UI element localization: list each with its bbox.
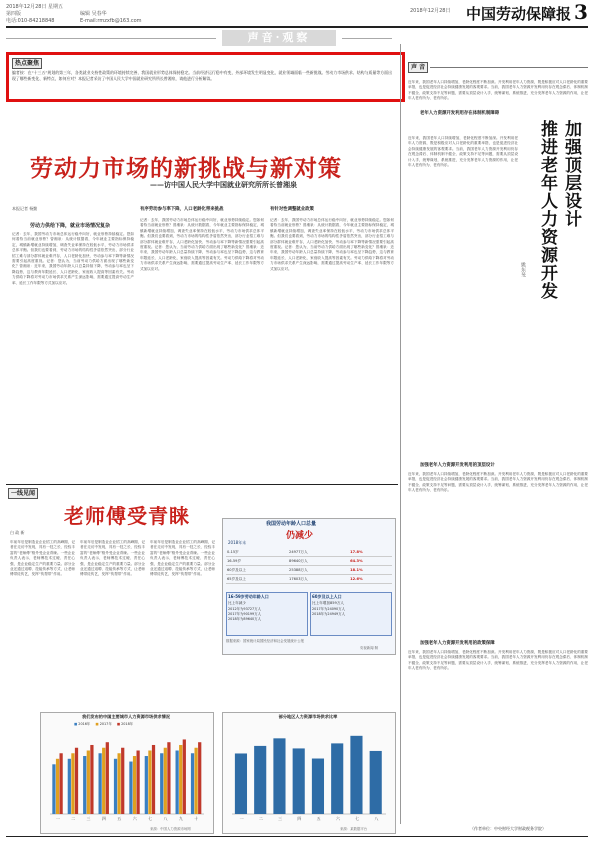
masthead-email: E-mail:rmzxfb@163.com [80,18,142,24]
bar [71,753,74,814]
row-share: 17.8% [349,548,392,557]
masthead-edition: 第四版 [6,11,22,17]
x-tick-label: 七 [355,816,360,821]
banner-line-right [342,38,392,39]
bar [148,750,151,814]
bar [176,750,179,814]
bar [235,753,247,814]
bottom-story-col-2: 年前年后是制造业企业招工的高峰期，记者在走访中发现，具有一技之长、经验丰富的“老师傅”格外受企业青睐。一些企业负责人表示，老师傅技术过硬、责任心强，是企业稳定生产的重要力量。部分企业还通过返聘、技能传承等方式，让老师傅带徒传艺，发挥“传帮带”作用。 [80,540,145,577]
masthead-editor: 编辑 吴春华 [80,11,107,17]
bar [83,756,86,814]
left-box-headline: 16-59岁劳动年龄人口 [228,594,269,599]
x-tick-label: 三 [278,816,283,821]
bar [183,739,186,814]
left-box-line: 2012年为93727万人 [228,607,261,611]
main-byline: 本报记者 杨勤 [12,206,38,211]
bar [273,738,285,814]
table-row [226,566,392,575]
right-body-c: 近年来，我国老年人口持续增加，老龄化程度不断加深。开发利用老年人力资源，既是积极应对人口老龄化的重要举措，也是促进经济社会持续健康发展的客观要求。当前，我国老年人力资源开发利用仍存在观念滞后、体制机制不健全、政策支持不足等问题，需要从顶层设计入手，统筹谋划，系统推进，充分发挥老年人力资源的作用，让老年人老有所为、老有所乐。 [408,650,588,671]
bottom-story-col-3: 年前年后是制造业企业招工的高峰期，记者在走访中发现，具有一技之长、经验丰富的“老师傅”格外受企业青睐。一些企业负责人表示，老师傅技术过硬、责任心强，是企业稳定生产的重要力量。部分企业还通过返聘、技能传承等方式，让老师傅带徒传艺，发挥“传帮带”作用。 [150,540,215,577]
right-box-line: 2017年为24090万人 [312,607,345,611]
x-tick-label: 五 [117,816,122,821]
masthead-date-right: 2018年12月28日 [410,8,451,14]
row-share: 64.3% [349,557,392,566]
sub-section-rule [430,67,588,68]
masthead-date: 2018年12月28日 星期五 [6,4,64,10]
chart-right-credit: 来源：某数据平台 [340,827,368,831]
vertical-headline-1: 加强顶层设计 [561,120,581,228]
mid-col-subhead: 有序劳动参与率下降，人口老龄化带来挑战 [140,207,224,212]
x-tick-label: 四 [297,816,302,821]
row-share: 12.6% [349,575,392,584]
bar [164,748,167,814]
bar [198,742,201,814]
banner-line-left [6,38,216,39]
left-box-line: 2018年为89640万人 [228,617,261,621]
table-row [226,548,392,557]
x-tick-label: 九 [178,816,183,821]
chart-right [226,724,390,824]
row-label: 65岁及以上 [226,575,288,584]
left-box-line: 2017年为90199万人 [228,612,261,616]
right-body-top: 近年来，我国老年人口持续增加，老龄化程度不断加深。开发利用老年人力资源，既是积极应对人口老龄化的重要举措，也是促进经济社会持续健康发展的客观要求。当前，我国老年人力资源开发利用仍存在观念滞后、体制机制不健全、政策支持不足等问题，需要从顶层设计入手，统筹谋划，系统推进，充分发挥老年人力资源的作用，让老年人老有所为、老有所乐。 [408,80,588,101]
right-subhead-3: 加强老年人力资源开发利用的政策保障 [420,641,495,646]
right-col-subhead: 有针对性调整就业政策 [270,207,314,212]
row-value: 17603万人 [288,575,349,584]
bar [160,753,163,814]
bar [87,750,90,814]
legend-2017: 2017年 [99,722,112,726]
row-value: 24977万人 [288,548,349,557]
right-box-line: 2018年为24949万人 [312,612,345,616]
bottom-story-headline: 老师傅受青睐 [64,504,190,528]
row-label: 60岁及以上 [226,566,288,575]
chart-left [44,728,208,824]
bar [331,743,343,814]
right-body-b: 近年来，我国老年人口持续增加，老龄化程度不断加深。开发利用老年人力资源，既是积极应对人口老龄化的重要举措，也是促进经济社会持续健康发展的客观要求。当前，我国老年人力资源开发利用仍存在观念滞后、体制机制不健全、政策支持不足等问题，需要从顶层设计入手，统筹谋划，系统推进，充分发挥老年人力资源的作用，让老年人老有所为、老有所乐。 [408,472,588,493]
left-col-subhead: 劳动力供给下降，就业市场情况复杂 [30,223,111,229]
bar [191,753,194,814]
main-body-col-3: 记者：去年，我国劳动力市场总体运行稳中向好，就业形势持续稳定。您如何看待当前就业形势？曾湘泉：从统计数据看，今年就业主要指标保持稳定，城镇新增就业持续增加，调查失业率保持在较低水平，劳动力市场供求总体平衡。但我们也要看到，劳动力市场的结构性矛盾依然突出，部分行业招工难与部分群体就业难并存，人口老龄化加快、劳动参与率下降等新情况需要引起高度重视。记者：您认为，当前劳动力供给方面出现了哪些新变化？曾湘泉：近年来，我国劳动年龄人口总量持续下降，劳动参与率也呈下降趋势，这与教育年限延长、人口老龄化、家庭收入提高等因素有关。劳动力供给下降将对劳动力市场供求关系产生深远影响，需要通过提高劳动生产率、延长工作年限等方式加以应对。 [270,218,394,271]
bar [152,745,155,814]
right-subhead-2: 加强老年人力资源开发利用的顶层设计 [420,463,495,468]
table-row [226,557,392,566]
infographic-table [226,548,392,584]
x-tick-label: 四 [101,816,106,821]
x-tick-label: 五 [316,816,321,821]
x-tick-label: 一 [55,816,60,821]
section-banner: 声音·观察 [222,30,336,46]
masthead-phone: 电话:010-84218848 [6,18,55,24]
main-headline: 劳动力市场的新挑战与新对策 [30,155,342,182]
infographic-right-box [310,592,392,636]
bottom-story-byline: 白 政 新 [10,530,25,535]
infographic-source: 数据来源：国家统计局国民经济和社会发展统计公报 [226,639,304,643]
bar [195,748,198,814]
chart-left-credit: 来源：中国人力资源市场网 [150,827,191,831]
bar [114,759,117,814]
infographic-left-box [226,592,308,636]
bar [254,746,266,814]
row-label: 0-15岁 [226,548,288,557]
row-share: 18.1% [349,566,392,575]
editor-note-tag: 热点聚焦 [12,58,42,69]
x-tick-label: 十 [194,816,199,821]
x-tick-label: 二 [258,816,263,821]
bar [56,759,59,814]
right-footer: （作者单位：中央财经大学财政税务学院） [470,826,546,831]
legend-2016: 2016年 [78,722,91,726]
row-value: 89640万人 [288,557,349,566]
bar [136,750,139,814]
x-tick-label: 八 [374,816,379,821]
bar [90,745,93,814]
infographic-title: 我国劳动年龄人口总量 [266,521,317,527]
main-subheadline: ——访中国人民大学中国就业研究所所长曾湘泉 [150,180,297,189]
bar [121,748,124,814]
row-value: 25388万人 [288,566,349,575]
table-row [226,575,392,584]
editor-note-text: 编者按：在“十三五”规划的第三年，各类就业支持性政策的环境持续完善，我国就业形势总体保持稳定。当前经济运行稳中有变，外部环境发生明显变化，就业领域面临一些新挑战。劳动力市场供求、结构与质量等方面出现了哪些新变化、新特点，如何应对？本报记者采访了中国人民大学中国就业研究所所长曾湘泉，请他进行分析解读。 [12,70,392,81]
x-tick-label: 三 [86,816,91,821]
x-tick-label: 二 [71,816,76,821]
bar [99,753,102,814]
column-divider [400,44,401,824]
bar [68,759,71,814]
right-body-a: 近年来，我国老年人口持续增加，老龄化程度不断加深。开发利用老年人力资源，既是积极应对人口老龄化的重要举措，也是促进经济社会持续健康发展的客观要求。当前，我国老年人力资源开发利用仍存在观念滞后、体制机制不健全、政策支持不足等问题，需要从顶层设计入手，统筹谋划，系统推进，充分发挥老年人力资源的作用，让老年人老有所为、老有所乐。 [408,136,518,168]
bar [59,753,62,814]
vertical-headline-2: 推进老年人力资源开发 [537,120,557,300]
x-tick-label: 一 [239,816,244,821]
bottom-story-rule [6,484,398,485]
bottom-story-col-1: 年前年后是制造业企业招工的高峰期，记者在走访中发现，具有一技之长、经验丰富的“老师傅”格外受企业青睐。一些企业负责人表示，老师傅技术过硬、责任心强，是企业稳定生产的重要力量。部分企业还通过返聘、技能传承等方式，让老师傅带徒传艺，发挥“传帮带”作用。 [10,540,75,577]
x-tick-label: 六 [335,816,340,821]
chart-right-title: 部分地区人力资源市场供求比率 [278,714,338,719]
bar [102,748,105,814]
bar [106,742,109,814]
main-body-col-2: 记者：去年，我国劳动力市场总体运行稳中向好，就业形势持续稳定。您如何看待当前就业形势？曾湘泉：从统计数据看，今年就业主要指标保持稳定，城镇新增就业持续增加，调查失业率保持在较低水平，劳动力市场供求总体平衡。但我们也要看到，劳动力市场的结构性矛盾依然突出，部分行业招工难与部分群体就业难并存，人口老龄化加快、劳动参与率下降等新情况需要引起高度重视。记者：您认为，当前劳动力供给方面出现了哪些新变化？曾湘泉：近年来，我国劳动年龄人口总量持续下降，劳动参与率也呈下降趋势，这与教育年限延长、人口老龄化、家庭收入提高等因素有关。劳动力供给下降将对劳动力市场供求关系产生深远影响，需要通过提高劳动生产率、延长工作年限等方式加以应对。 [140,218,264,271]
footer-rule [6,836,588,837]
bar [350,736,362,814]
infographic-year: 2018年末 [228,540,247,545]
bar [75,748,78,814]
bar [167,742,170,814]
right-author: 姚东旻 [520,262,526,277]
x-tick-label: 六 [132,816,137,821]
right-subhead-1: 老年人力资源开发利用存在体制机制障碍 [420,111,500,116]
bar [133,756,136,814]
right-box-headline: 60岁及以上人口 [312,594,342,599]
infographic-credit: 央视新闻 制 [360,646,379,650]
main-body-col-1: 记者：去年，我国劳动力市场总体运行稳中向好，就业形势持续稳定。您如何看待当前就业形势？曾湘泉：从统计数据看，今年就业主要指标保持稳定，城镇新增就业持续增加，调查失业率保持在较低水平，劳动力市场供求总体平衡。但我们也要看到，劳动力市场的结构性矛盾依然突出，部分行业招工难与部分群体就业难并存，人口老龄化加快、劳动参与率下降等新情况需要引起高度重视。记者：您认为，当前劳动力供给方面出现了哪些新变化？曾湘泉：近年来，我国劳动年龄人口总量持续下降，劳动参与率也呈下降趋势，这与教育年限延长、人口老龄化、家庭收入提高等因素有关。劳动力供给下降将对劳动力市场供求关系产生深远影响，需要通过提高劳动生产率、延长工作年限等方式加以应对。 [12,232,134,285]
bar [129,762,132,814]
x-tick-label: 八 [163,816,168,821]
bar [293,748,305,814]
left-box-sub: 比上年减少 [228,601,246,605]
paper-name: 中国劳动保障报 [466,5,572,23]
chart-left-legend: ■ 2016年 ■ 2017年 ■ 2018年 [74,722,134,726]
legend-2018: 2018年 [121,722,134,726]
bar [118,753,121,814]
bar [370,751,382,814]
masthead-rule [6,26,588,28]
right-box-sub: 比上年增加859万人 [312,601,345,605]
bar [52,764,55,814]
row-label: 16-59岁 [226,557,288,566]
page-number: 3 [574,0,588,24]
bar [145,756,148,814]
bar [312,759,324,814]
x-tick-label: 七 [148,816,153,821]
chart-left-title: 我们发布的中国主要城市人力资源市场供求情况 [82,714,170,719]
sub-section-tag: 声 音 [408,62,428,73]
bottom-story-tag: 一线见闻 [8,488,38,499]
infographic-highlight: 仍减少 [286,531,314,541]
bar [179,745,182,814]
